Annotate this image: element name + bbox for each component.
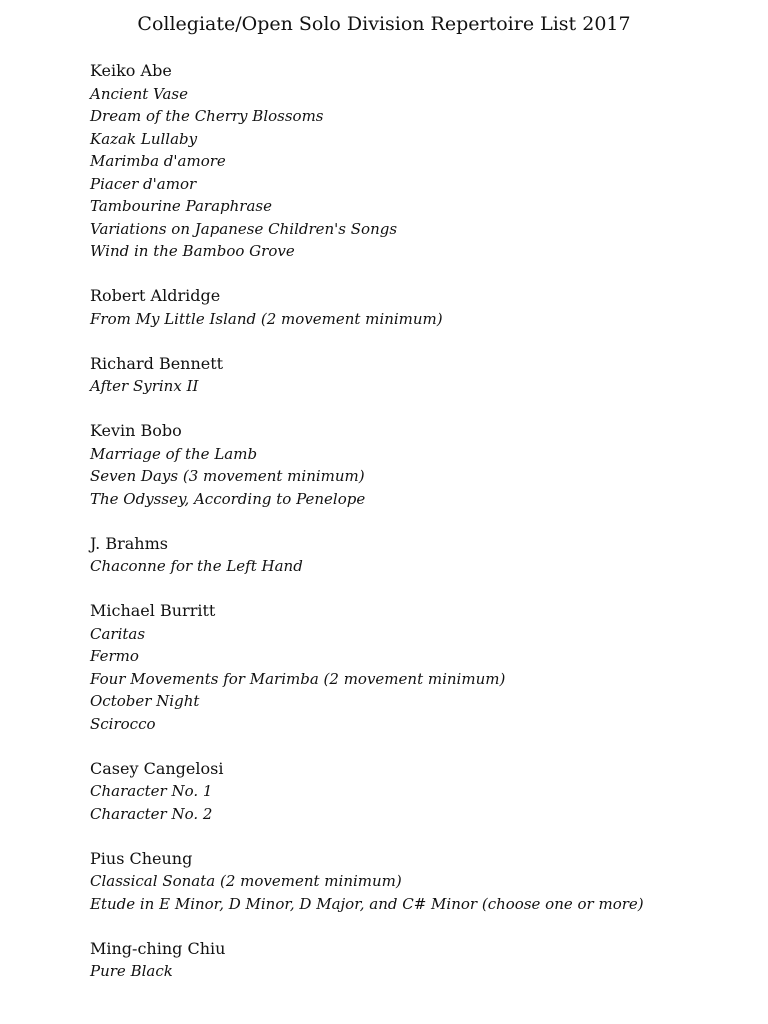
composer-name: Michael Burritt — [90, 601, 216, 620]
composer-section — [90, 758, 750, 826]
work-title: Etude in E Minor, D Minor, D Major, and C# Minor (choose one or more) — [90, 894, 644, 913]
work-title: Caritas — [90, 624, 146, 643]
composer-name: Pius Cheung — [90, 848, 193, 868]
work-title: The Odyssey, According to Penelope — [90, 489, 366, 508]
composer-section — [90, 420, 750, 510]
work-title: Classical Sonata (2 movement minimum) — [90, 872, 402, 890]
composer-name: Ming-ching Chiu — [90, 938, 226, 958]
work-title: From My Little Island (2 movement minimum) — [90, 309, 443, 328]
work-title: Four Movements for Marimba (2 movement minimum) — [90, 669, 506, 688]
composer-name: Robert Aldridge — [90, 286, 221, 305]
work-title: Dream of the Cherry Blossoms — [90, 107, 324, 125]
work-title: Ancient Vase — [90, 84, 188, 103]
work-title: Chaconne for the Left Hand — [90, 557, 303, 575]
work-title: Seven Days (3 movement minimum) — [90, 467, 365, 485]
work-title: Kazak Lullaby — [90, 129, 198, 148]
work-title: Character No. 1 — [90, 782, 213, 800]
composer-name: Richard Bennett — [90, 353, 224, 373]
work-title: October Night — [90, 692, 200, 710]
work-title: Tambourine Paraphrase — [90, 197, 272, 215]
work-title: Marimba d'amore — [90, 152, 226, 170]
composer-name: J. Brahms — [90, 533, 168, 553]
work-title: Pure Black — [90, 962, 173, 980]
composer-section — [90, 938, 750, 983]
work-title: Wind in the Bamboo Grove — [90, 242, 295, 260]
composer-section — [90, 848, 750, 916]
work-title: After Syrinx II — [90, 377, 199, 395]
work-title: Fermo — [90, 647, 139, 665]
composer-section — [90, 600, 750, 735]
composer-name: Kevin Bobo — [90, 421, 182, 440]
composer-section — [90, 60, 750, 263]
composer-section — [90, 353, 750, 398]
repertoire-list — [90, 60, 750, 1005]
work-title: Scirocco — [90, 714, 156, 733]
composer-section — [90, 533, 750, 578]
work-title: Marriage of the Lamb — [90, 444, 258, 463]
composer-name: Casey Cangelosi — [90, 758, 224, 778]
work-title: Variations on Japanese Children's Songs — [90, 219, 398, 238]
composer-name: Keiko Abe — [90, 61, 172, 80]
work-title: Piacer d'amor — [90, 174, 197, 193]
composer-section — [90, 285, 750, 330]
page-title: Collegiate/Open Solo Division Repertoire List 2017 — [137, 13, 631, 35]
work-title: Character No. 2 — [90, 804, 213, 823]
